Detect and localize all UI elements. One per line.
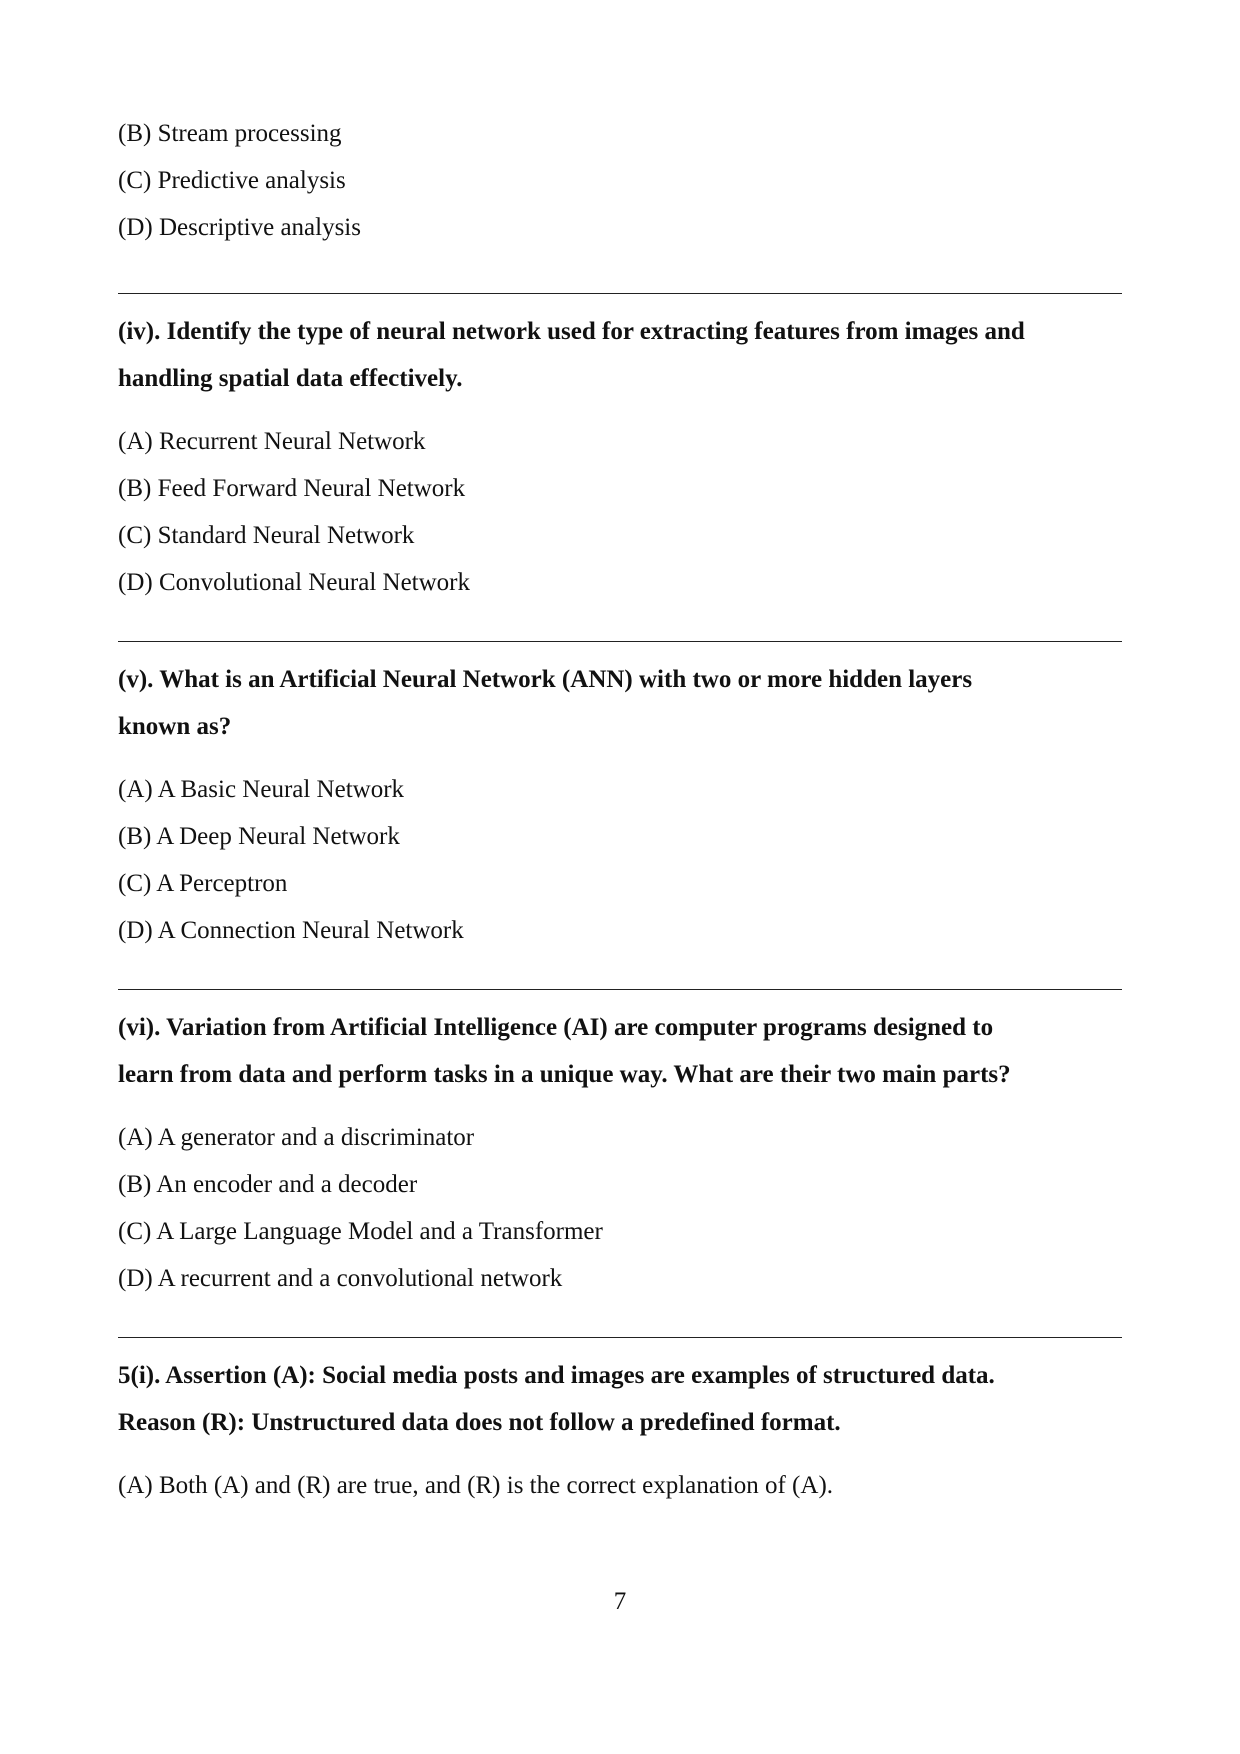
question-line: handling spatial data effectively. — [118, 365, 463, 392]
question-line: learn from data and perform tasks in a unique way. What are their two main parts? — [118, 1061, 1011, 1088]
question-block — [118, 308, 1122, 606]
document-page — [118, 110, 1122, 1509]
continued-options — [118, 110, 1122, 251]
option-item: (D) A recurrent and a convolutional network — [118, 1265, 563, 1292]
question-block — [118, 656, 1122, 954]
option-item: (A) A Basic Neural Network — [118, 776, 405, 803]
option-item: (C) Predictive analysis — [118, 167, 346, 194]
option-item: (A) A generator and a discriminator — [118, 1124, 475, 1151]
option-item: (B) Stream processing — [118, 120, 342, 147]
option-item: (C) Standard Neural Network — [118, 522, 415, 549]
page-number: 7 — [613, 1588, 627, 1615]
assertion-line: 5(i). Assertion (A): Social media posts and images are examples of structured data. — [118, 1362, 995, 1389]
question-block — [118, 1004, 1122, 1302]
options-list — [118, 418, 1122, 606]
question-line: (v). What is an Artificial Neural Network (ANN) with two or more hidden layers — [118, 666, 973, 693]
section-divider — [118, 989, 1122, 990]
reason-line: Reason (R): Unstructured data does not follow a predefined format. — [118, 1409, 841, 1436]
options-list — [118, 766, 1122, 954]
question-line: (vi). Variation from Artificial Intelligence (AI) are computer programs designed to — [118, 1014, 994, 1041]
section-divider — [118, 293, 1122, 294]
question-text — [118, 308, 1122, 402]
section-divider — [118, 641, 1122, 642]
question-text — [118, 1004, 1122, 1098]
option-item: (A) Both (A) and (R) are true, and (R) is the correct explanation of (A). — [118, 1472, 834, 1499]
question-text — [118, 656, 1122, 750]
option-item: (B) An encoder and a decoder — [118, 1171, 418, 1198]
section-divider — [118, 1337, 1122, 1338]
option-item: (D) Convolutional Neural Network — [118, 569, 471, 596]
question-block — [118, 1352, 1122, 1509]
option-item: (B) A Deep Neural Network — [118, 823, 400, 850]
option-item: (B) Feed Forward Neural Network — [118, 475, 466, 502]
option-item: (A) Recurrent Neural Network — [118, 428, 426, 455]
options-list — [118, 1462, 1122, 1509]
question-line: (iv). Identify the type of neural network used for extracting features from images and — [118, 318, 1025, 345]
question-line: known as? — [118, 713, 232, 740]
options-list — [118, 1114, 1122, 1302]
option-item: (C) A Perceptron — [118, 870, 288, 897]
question-text — [118, 1352, 1122, 1446]
option-item: (C) A Large Language Model and a Transformer — [118, 1218, 603, 1245]
option-item: (D) Descriptive analysis — [118, 214, 361, 241]
option-item: (D) A Connection Neural Network — [118, 917, 464, 944]
